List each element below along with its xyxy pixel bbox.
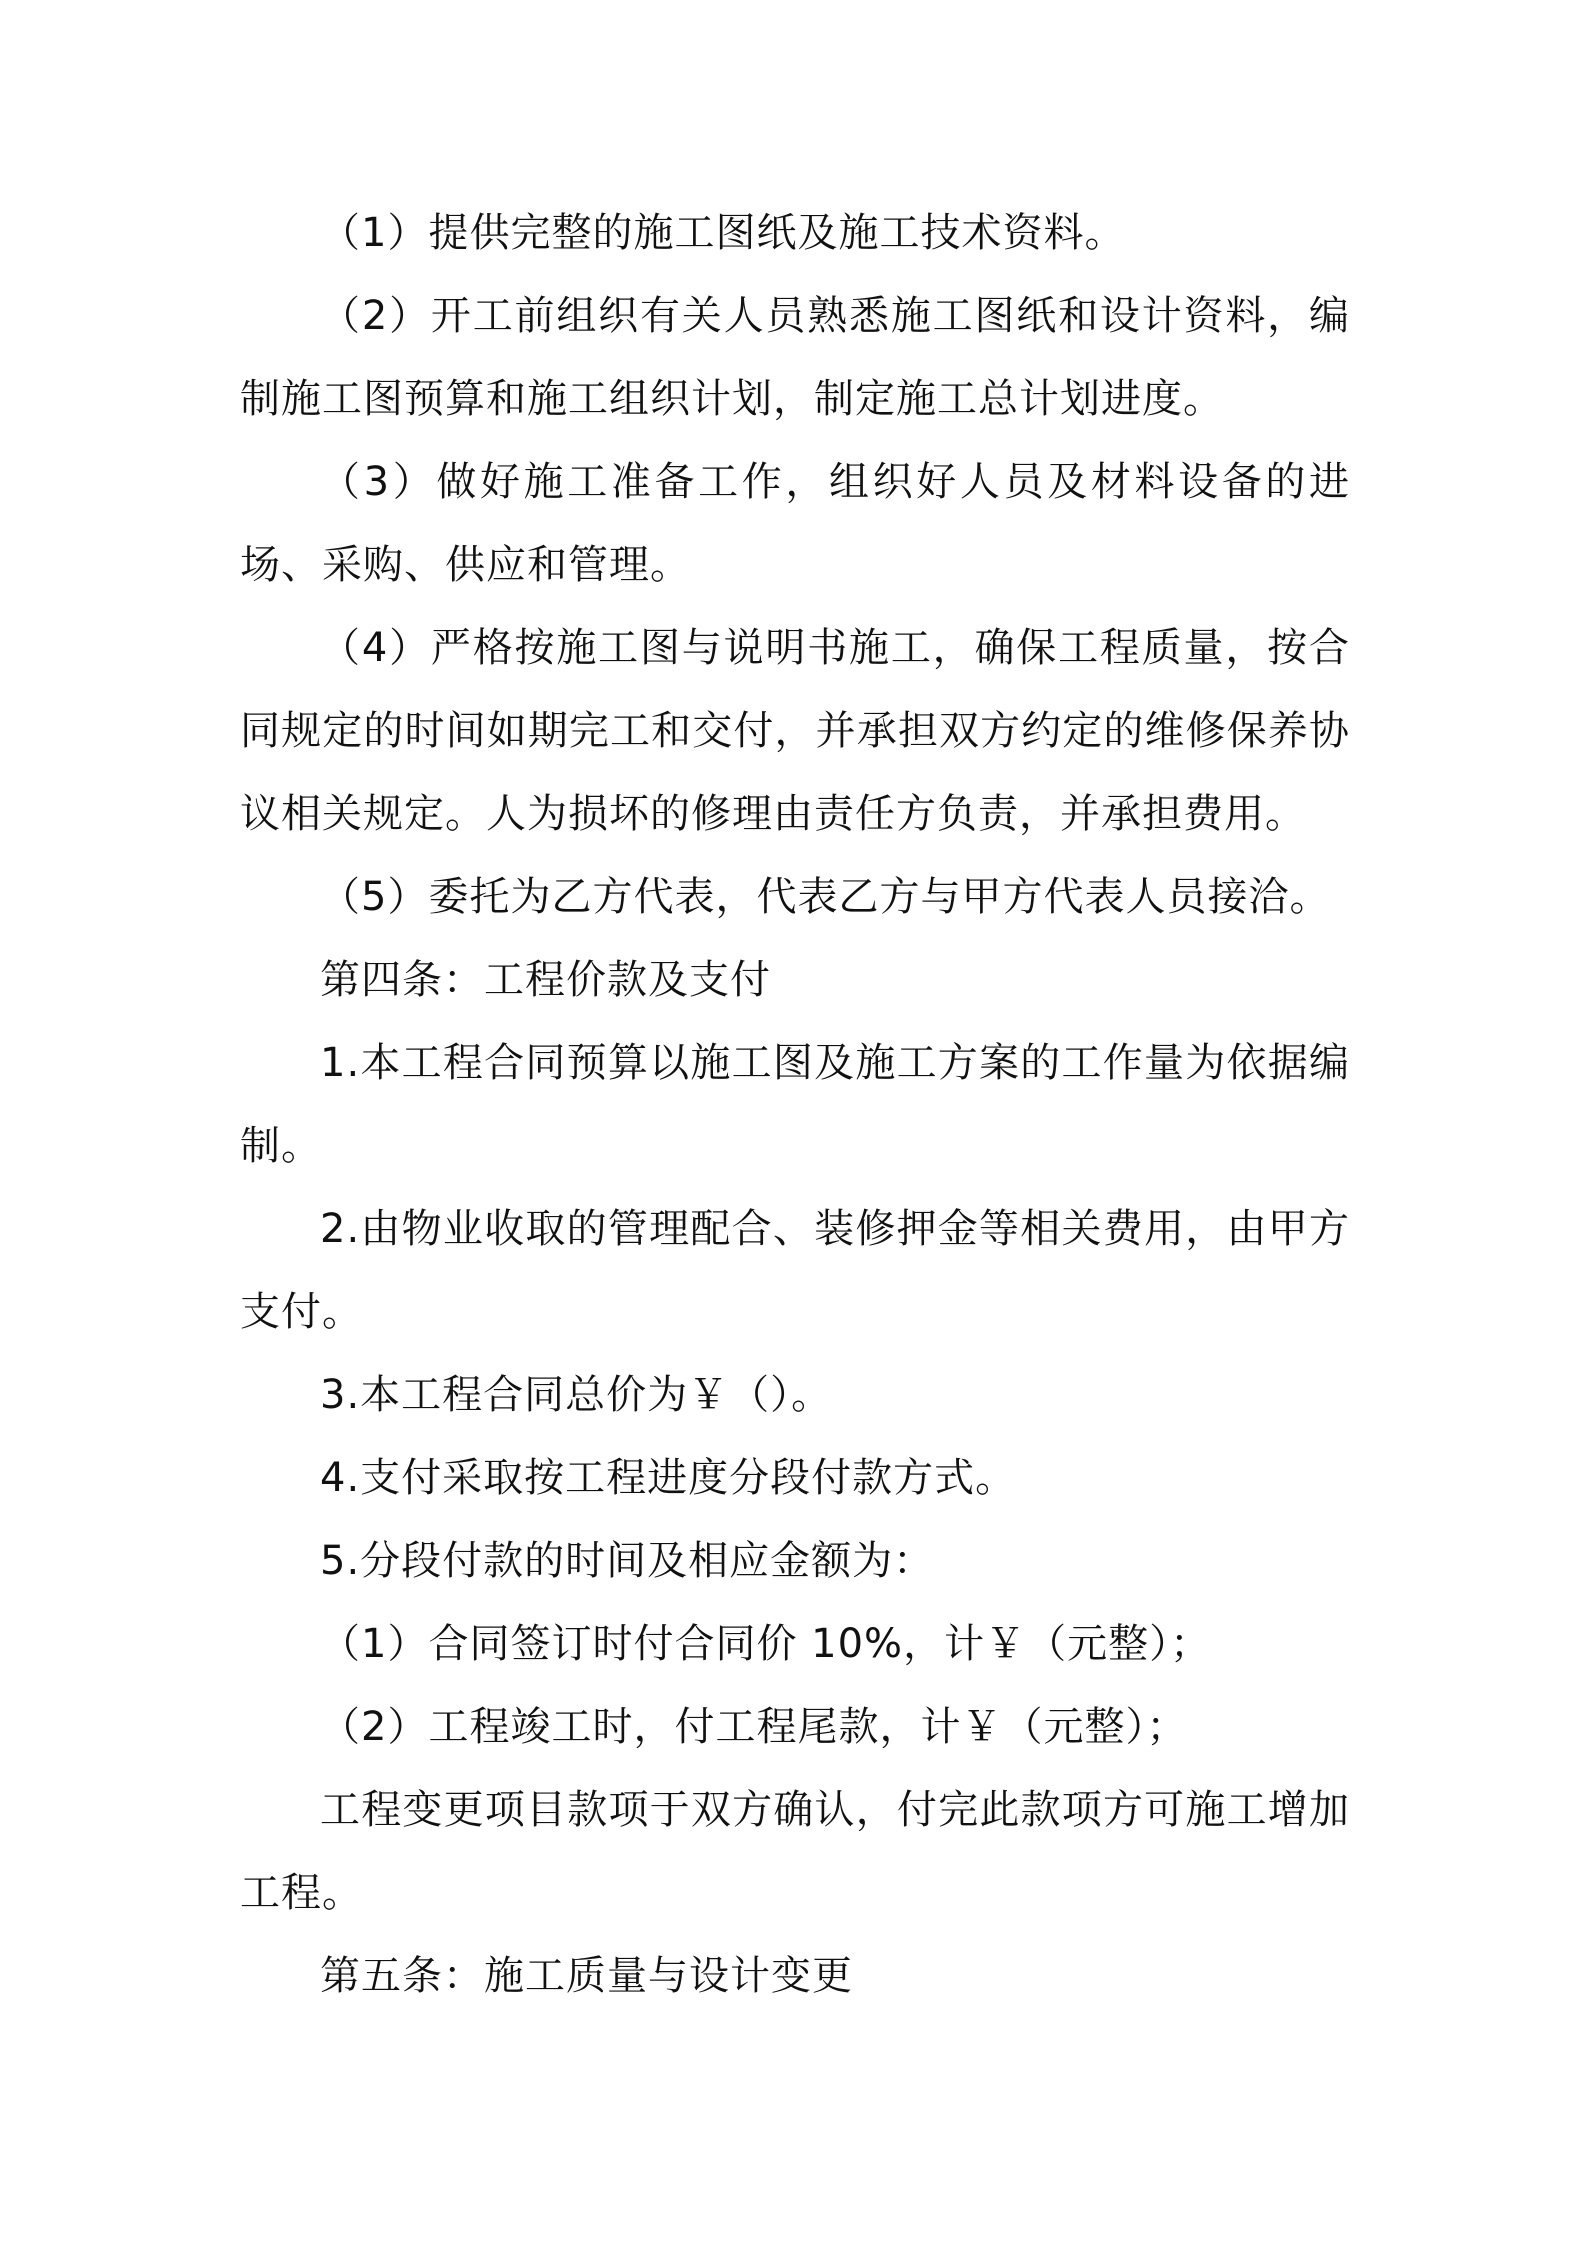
section-heading-article-5: 第五条：施工质量与设计变更 (320, 1953, 853, 1999)
payment-item-3: 3.本工程合同总价为￥（）。 (320, 1372, 833, 1418)
clause-item-2: （2）开工前组织有关人员熟悉施工图纸和设计资料，编制施工图预算和施工组织计划，制定施工总计划进度。 (240, 293, 1350, 422)
clause-item-5: （5）委托为乙方代表，代表乙方与甲方代表人员接洽。 (320, 874, 1331, 920)
document-body (240, 192, 1350, 2018)
section-heading-article-4: 第四条：工程价款及支付 (320, 957, 771, 1003)
installment-item-1: （1）合同签订时付合同价 10%，计￥（元整）； (320, 1621, 1212, 1667)
payment-item-5: 5.分段付款的时间及相应金额为： (320, 1538, 935, 1584)
payment-item-1: 1.本工程合同预算以施工图及施工方案的工作量为依据编制。 (240, 1040, 1350, 1169)
installment-item-2: （2）工程竣工时，付工程尾款，计￥（元整）； (320, 1704, 1188, 1750)
clause-item-1: （1）提供完整的施工图纸及施工技术资料。 (320, 210, 1126, 256)
change-payment-note: 工程变更项目款项于双方确认，付完此款项方可施工增加工程。 (240, 1787, 1350, 1916)
payment-item-2: 2.由物业收取的管理配合、装修押金等相关费用，由甲方支付。 (240, 1206, 1350, 1335)
clause-item-4: （4）严格按施工图与说明书施工，确保工程质量，按合同规定的时间如期完工和交付，并承担双方约定的维修保养协议相关规定。人为损坏的修理由责任方负责，并承担费用。 (240, 625, 1350, 837)
clause-item-3: （3）做好施工准备工作，组织好人员及材料设备的进场、采购、供应和管理。 (240, 459, 1350, 588)
payment-item-4: 4.支付采取按工程进度分段付款方式。 (320, 1455, 1017, 1501)
